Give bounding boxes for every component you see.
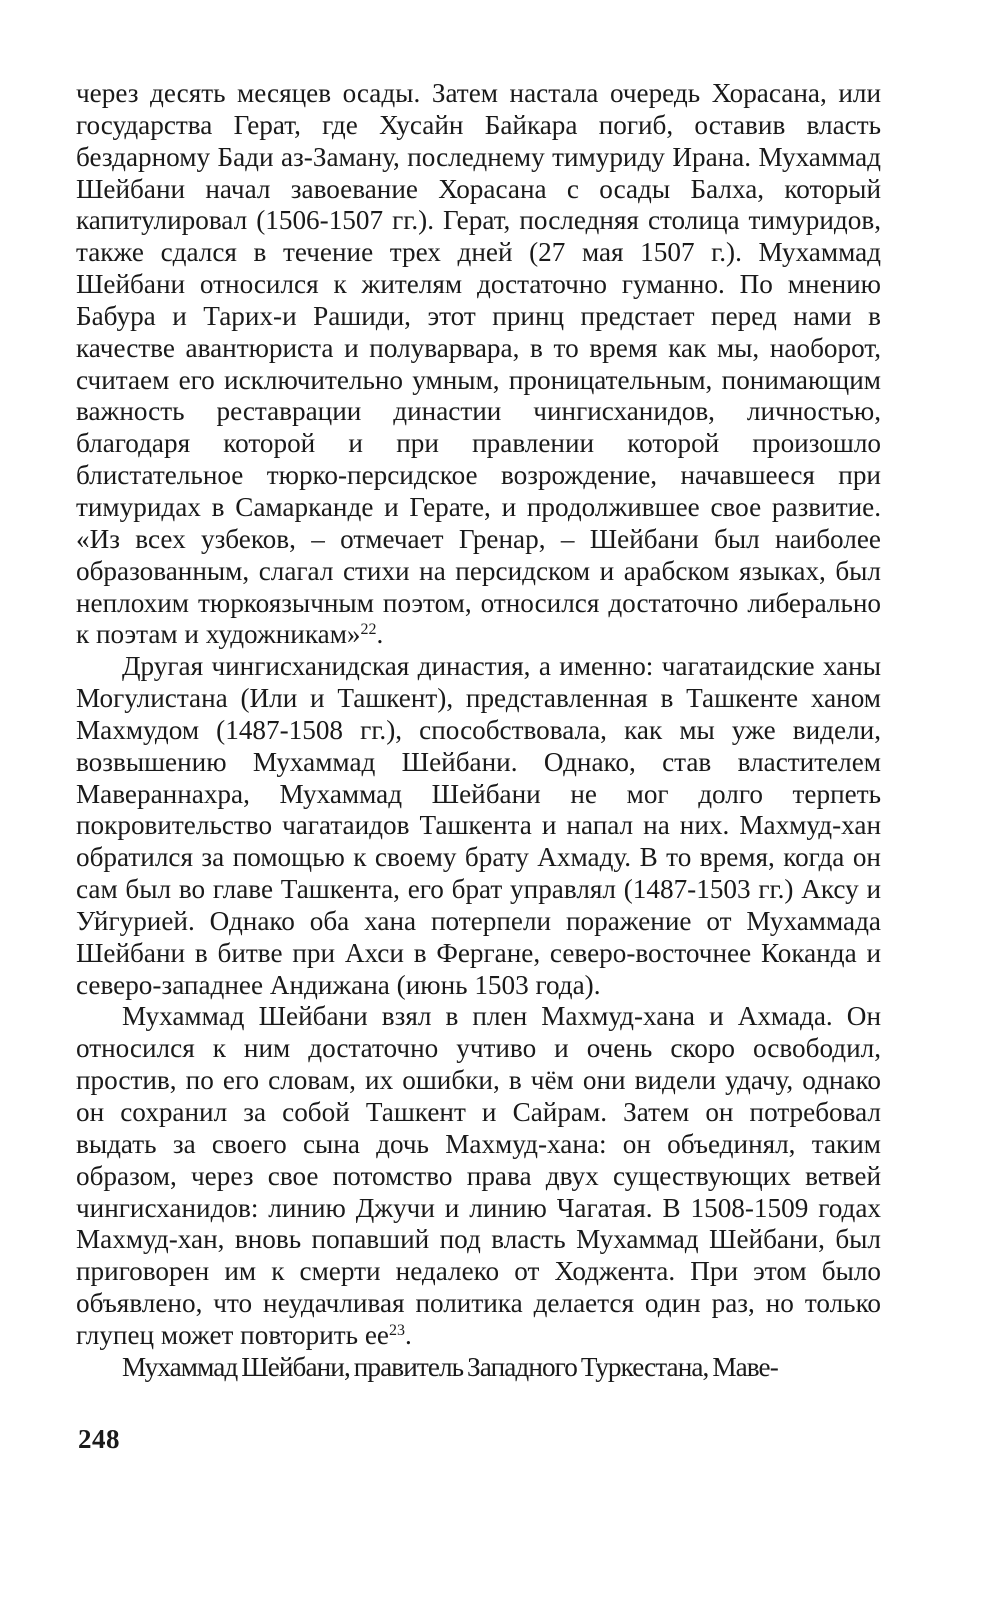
paragraph-3-end: . [404, 1319, 412, 1350]
paragraph-1-text: через десять месяцев осады. Затем настала очередь Хорасана, или государства Герат, где Хусайн Байкара погиб, оставив власть бездарному Бади аз-Заману, последнему тимуриду Ирана. Мухаммад Шейбани начал завоевание Хорасана с осады Балха, который капитулировал (1506-1507 гг.). Герат, последняя столица тимуридов, также сдался в течение трех дней (27 мая 1507 г.). Мухаммад Шейбани относился к жителям достаточно гуманно. По мнению Бабура и Тарих-и Рашиди, этот принц предстает перед нами в качестве авантюриста и полуварвара, в то время как мы, наоборот, считаем его исключительно умным, проницательным, понимающим важность реставрации династии чингисханидов, личностью, благодаря которой и при правлении которой произошло блистательное тюрко-персидское возрождение, начавшееся при тимуридах в Самарканде и Герате, и продолжившее свое развитие. «Из всех узбеков, – отмечает Гренар, – Шейбани был наиболее образованным, слагал стихи на персидском и арабском языках, был неплохим тюркоязычным поэтом, относился достаточно либерально к поэтам и художникам» [76, 78, 881, 650]
paragraph-1-end: . [376, 619, 384, 650]
footnote-ref-22[interactable]: 22 [360, 621, 377, 639]
paragraph-3 [76, 1001, 881, 1351]
paragraph-1 [76, 78, 881, 651]
paragraph-2: Другая чингисханидская династия, а именно: чагатаидские ханы Могулистана (Или и Ташкент), представленная в Ташкенте ханом Махмудом (1487-1508 гг.), способствовала, как мы уже видели, возвышению Мухаммад Шейбани. Однако, став властителем Мавераннахра, Мухаммад Шейбани не мог долго терпеть покровительство чагатаидов Ташкента и напал на них. Махмуд-хан обратился за помощью к своему брату Ахмаду. В то время, когда он сам был во главе Ташкента, его брат управлял (1487-1503 гг.) Аксу и Уйгурией. Однако оба хана потерпели поражение от Мухаммада Шейбани в битве при Ахси в Фергане, северо-восточнее Коканда и северо-западнее Андижана (июнь 1503 года). [76, 651, 881, 1000]
paragraph-4: Мухаммад Шейбани, правитель Западного Туркестана, Маве- [122, 1351, 778, 1382]
footnote-ref-23[interactable]: 23 [388, 1321, 405, 1339]
paragraph-3-text: Мухаммад Шейбани взял в плен Махмуд-хана и Ахмада. Он относился к ним достаточно учтиво и очень скоро освободил, простив, по его словам, их ошибки, в чём они видели удачу, однако он сохранил за собой Ташкент и Сайрам. Затем он потребовал выдать за своего сына дочь Махмуд-хана: он объединял, таким образом, через свое потомство права двух существующих ветвей чингисханидов: линию Джучи и линию Чагатая. В 1508-1509 годах Махмуд-хан, вновь попавший под власть Мухаммад Шейбани, был приговорен им к смерти недалеко от Ходжента. При этом было объявлено, что неудачливая политика делается один раз, но только глупец может повторить ее [76, 1001, 881, 1350]
book-page-text [76, 78, 881, 1384]
page-number: 248 [78, 1424, 120, 1454]
